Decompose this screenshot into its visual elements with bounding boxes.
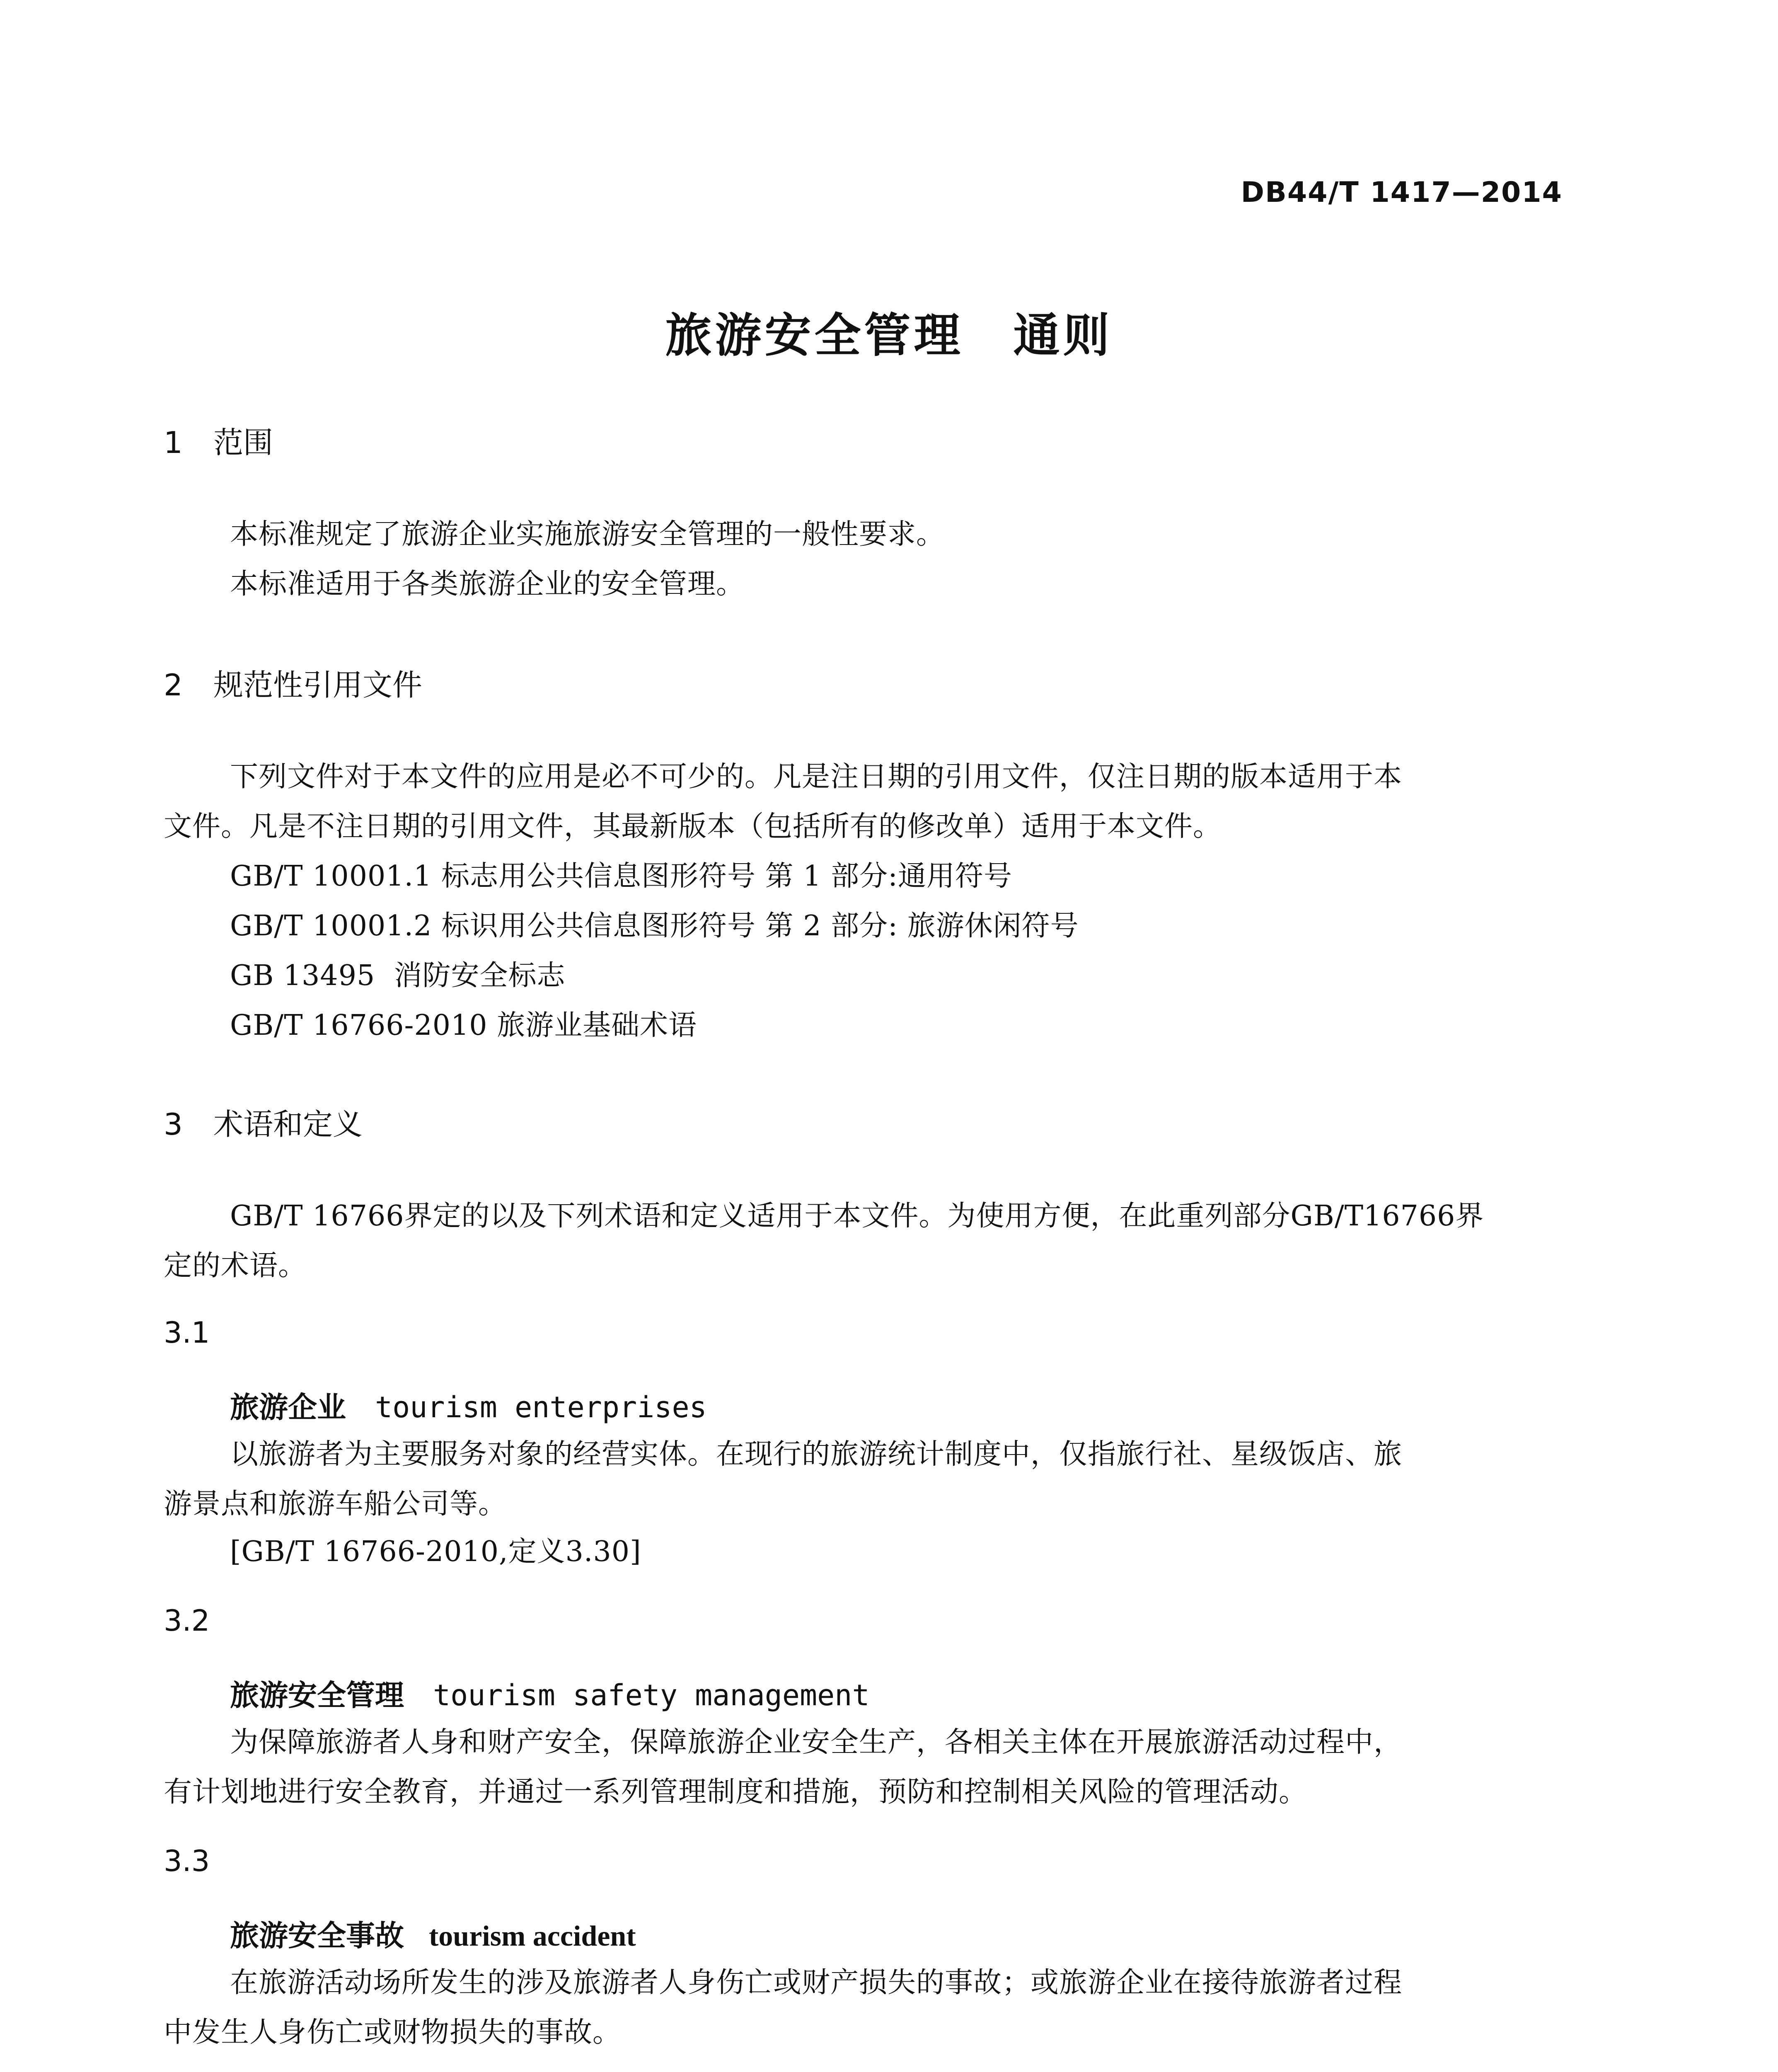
section-3-intro: GB/T 16766界定的以及下列术语和定义适用于本文件。为使用方便，在此重列部分GB/T16766界 bbox=[230, 1200, 1484, 1232]
section-2-intro: 下列文件对于本文件的应用是必不可少的。凡是注日期的引用文件，仅注日期的版本适用于本 bbox=[230, 760, 1403, 793]
reference-item: GB 13495 消防安全标志 bbox=[230, 959, 566, 992]
term-number: 3.3 bbox=[164, 1844, 210, 1878]
term-heading: 旅游安全管理 tourism safety management bbox=[230, 1678, 870, 1712]
title-part1: 旅游安全管理 bbox=[665, 309, 964, 363]
page-title bbox=[0, 298, 1778, 365]
term-definition: 在旅游活动场所发生的涉及旅游者人身伤亡或财产损失的事故；或旅游企业在接待旅游者过程 bbox=[230, 1966, 1403, 1999]
section-3-intro: 定的术语。 bbox=[164, 1249, 307, 1282]
section-2-intro: 文件。凡是不注日期的引用文件，其最新版本（包括所有的修改单）适用于本文件。 bbox=[164, 810, 1222, 843]
standard-number: DB44/T 1417—2014 bbox=[1241, 176, 1563, 209]
term-heading: 旅游安全事故 tourism accident bbox=[230, 1919, 636, 1953]
reference-item: GB/T 16766-2010 旅游业基础术语 bbox=[230, 1009, 697, 1042]
term-heading: 旅游企业 tourism enterprises bbox=[230, 1390, 707, 1424]
reference-item: GB/T 10001.2 标识用公共信息图形符号 第 2 部分: 旅游休闲符号 bbox=[230, 910, 1079, 942]
section-1-heading: 1 范围 bbox=[164, 425, 273, 460]
term-definition: 为保障旅游者人身和财产安全，保障旅游企业安全生产，各相关主体在开展旅游活动过程中， bbox=[230, 1726, 1403, 1759]
term-definition: 有计划地进行安全教育，并通过一系列管理制度和措施，预防和控制相关风险的管理活动。 bbox=[164, 1776, 1308, 1808]
reference-item: GB/T 10001.1 标志用公共信息图形符号 第 1 部分:通用符号 bbox=[230, 860, 1013, 893]
term-definition: 以旅游者为主要服务对象的经营实体。在现行的旅游统计制度中，仅指旅行社、星级饭店、旅 bbox=[230, 1438, 1403, 1471]
section-3-heading: 3 术语和定义 bbox=[164, 1107, 363, 1142]
term-definition: 中发生人身伤亡或财物损失的事故。 bbox=[164, 2016, 622, 2049]
term-number: 3.2 bbox=[164, 1604, 210, 1638]
term-number: 3.1 bbox=[164, 1316, 210, 1350]
term-definition: 游景点和旅游车船公司等。 bbox=[164, 1488, 507, 1520]
term-source: [GB/T 16766-2010,定义3.30] bbox=[230, 1535, 641, 1568]
section-1-paragraph: 本标准适用于各类旅游企业的安全管理。 bbox=[230, 568, 745, 600]
section-1-paragraph: 本标准规定了旅游企业实施旅游安全管理的一般性要求。 bbox=[230, 518, 945, 551]
title-part2: 通则 bbox=[1013, 309, 1113, 363]
section-2-heading: 2 规范性引用文件 bbox=[164, 668, 423, 702]
